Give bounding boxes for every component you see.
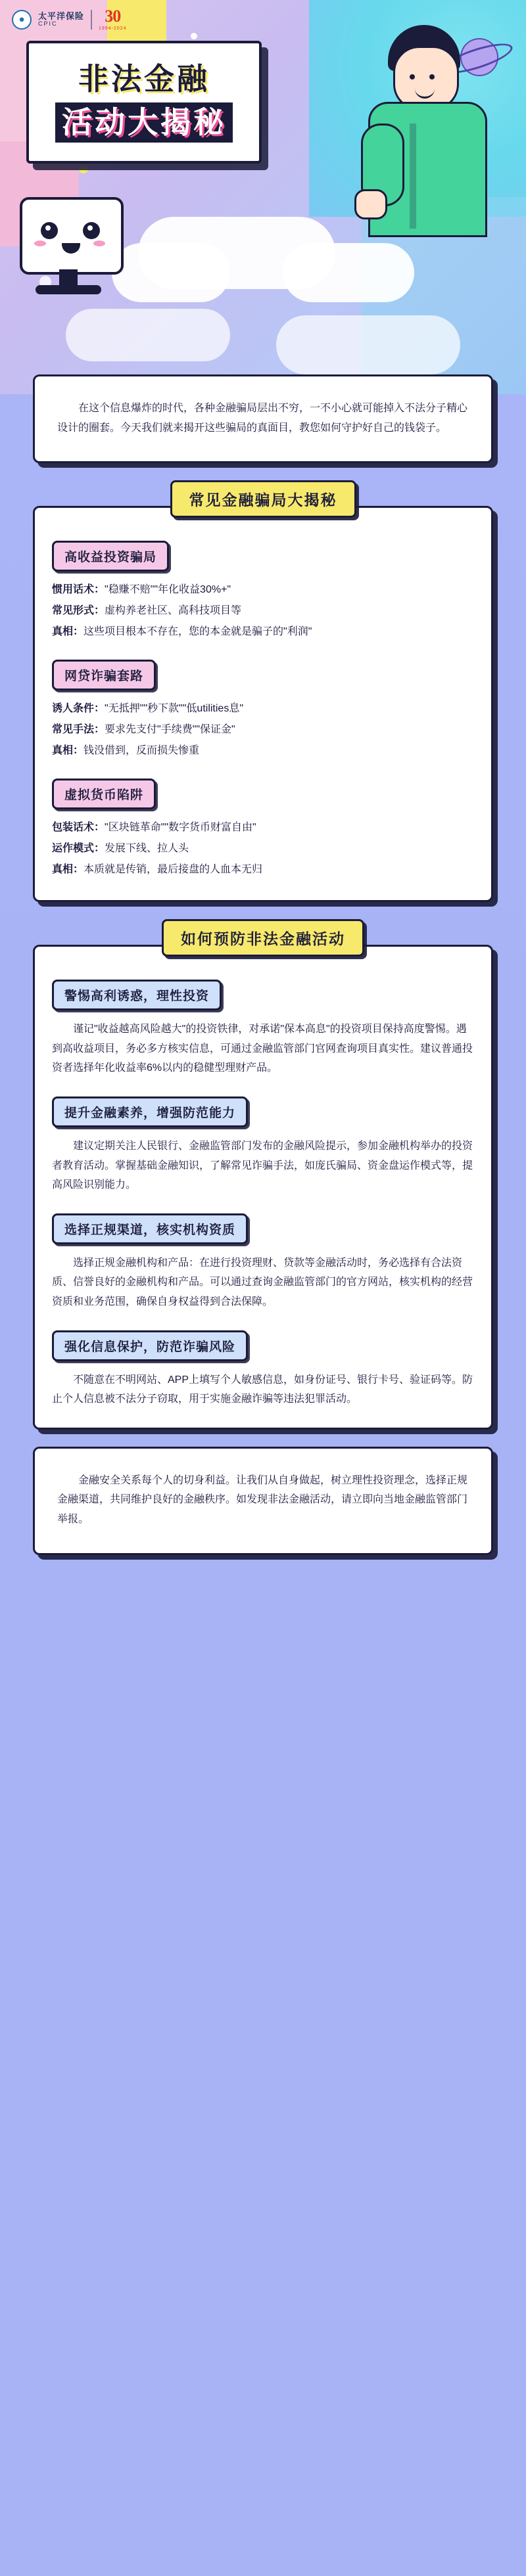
prevention-tag: 强化信息保护，防范诈骗风险 <box>52 1330 248 1361</box>
prevention-section <box>33 919 493 1430</box>
scam-line <box>52 602 474 620</box>
mouth-icon <box>62 243 80 254</box>
prevention-item <box>52 1326 474 1409</box>
hand-shape <box>354 189 387 219</box>
eye-icon <box>83 222 100 239</box>
scam-tag: 网贷诈骗套路 <box>52 660 156 690</box>
shirt-stripe <box>410 124 416 229</box>
scam-line-text: 本质就是传销，最后接盘的人血本无归 <box>84 864 263 876</box>
scam-tag: 高收益投资骗局 <box>52 541 169 572</box>
scam-line-label: 运作模式： <box>52 843 105 855</box>
prevention-paragraph: 建议定期关注人民银行、金融监管部门发布的金融风险提示，参加金融机构举办的投资者教育活动。掌握基础金融知识，了解常见诈骗手法，如庞氏骗局、资金盘运作模式等，提高风险识别能力。 <box>52 1140 473 1191</box>
scam-item <box>52 775 474 879</box>
scam-line-label: 真相： <box>52 864 84 876</box>
monitor-base <box>36 285 101 294</box>
intro-paragraph: 在这个信息爆炸的时代，各种金融骗局层出不穷，一不小心就可能掉入不法分子精心设计的圈套。今天我们就来揭开这些骗局的真面目，教您如何守护好自己的钱袋子。 <box>57 403 468 434</box>
scam-line-text: 虚构养老社区、高科技项目等 <box>105 605 242 617</box>
page-title <box>26 41 262 164</box>
brand-name-en: CPIC <box>38 20 58 27</box>
scam-line-text: 这些项目根本不存在，您的本金就是骗子的"利润" <box>84 626 312 638</box>
cloud-shape <box>283 243 414 302</box>
scam-line <box>52 819 474 837</box>
cheek-icon <box>93 240 105 246</box>
scam-tag: 虚拟货币陷阱 <box>52 779 156 809</box>
scam-line <box>52 581 474 599</box>
scam-line-text: 要求先支付"手续费""保证金" <box>105 724 235 736</box>
face-shape <box>393 46 459 110</box>
prevention-paragraph: 选择正规金融机构和产品：在进行投资理财、贷款等金融活动时，务必选择有合法资质、信誉良好的金融机构和产品。可以通过查询金融监管部门的官方网站，核实机构的经营资质和业务范围，确保自身权益得到合法保障。 <box>52 1257 473 1307</box>
prevention-tag: 选择正规渠道，核实机构资质 <box>52 1213 248 1244</box>
scam-line-label: 诱人条件： <box>52 703 105 715</box>
scam-line <box>52 861 474 879</box>
eye-icon <box>41 222 58 239</box>
decor-dot <box>79 164 88 173</box>
person-illustration <box>342 20 506 237</box>
shield-icon: ● <box>12 10 32 30</box>
scam-line-label: 真相： <box>52 626 84 638</box>
prevention-paragraph: 谨记"收益越高风险越大"的投资铁律，对承诺"保本高息"的投资项目保持高度警惕。遇到高收益项目，务必多方核实信息，可通过金融监管部门官网查询项目真实性。建议普通投资者选择年化收益率6%以内的稳健型理财产品。 <box>52 1024 473 1074</box>
scam-item <box>52 537 474 641</box>
scam-line-label: 包装话术： <box>52 822 105 834</box>
cheek-icon <box>34 240 46 246</box>
cloud-shape <box>276 315 460 374</box>
prevention-tag: 提升金融素养，增强防范能力 <box>52 1096 248 1127</box>
prevention-item <box>52 1093 474 1195</box>
body-shape <box>368 102 487 237</box>
scam-line <box>52 742 474 760</box>
intro-section <box>33 374 493 463</box>
scam-line-label: 常见形式： <box>52 605 105 617</box>
scam-line-label: 惯用话术： <box>52 584 105 596</box>
eye-icon <box>410 74 415 79</box>
prevention-panel <box>33 945 493 1430</box>
monitor-screen <box>20 197 124 275</box>
scam-line-label: 常见手法： <box>52 724 105 736</box>
brand-name-cn: 太平洋保险 <box>38 11 85 21</box>
anniversary-number: 30 <box>105 7 121 26</box>
scam-line <box>52 700 474 718</box>
scam-line <box>52 721 474 739</box>
scams-panel <box>33 506 493 902</box>
anniversary-years: 1994-2024 <box>99 26 127 31</box>
brand-logo-bar <box>12 8 127 31</box>
title-line-2: 活动大揭秘 <box>55 102 233 143</box>
scam-line <box>52 840 474 858</box>
scam-line-text: "无抵押""秒下款""低utilities息" <box>105 703 244 715</box>
intro-panel <box>33 374 493 463</box>
scams-section-heading: 常见金融骗局大揭秘 <box>170 480 356 518</box>
closing-panel <box>33 1447 493 1555</box>
scam-line-text: "稳赚不赔""年化收益30%+" <box>105 584 231 596</box>
mouth-icon <box>415 87 435 99</box>
prevention-paragraph: 不随意在不明网站、APP上填写个人敏感信息，如身份证号、银行卡号、验证码等。防止个人信息被不法分子窃取，用于实施金融诈骗等违法犯罪活动。 <box>52 1374 473 1405</box>
scam-line-text: 钱没借到，反而损失惨重 <box>84 745 200 757</box>
prevention-tag: 警惕高利诱惑，理性投资 <box>52 980 222 1010</box>
brand-name <box>38 12 84 27</box>
prevention-item <box>52 1209 474 1312</box>
scam-item <box>52 656 474 760</box>
scam-line-label: 真相： <box>52 745 84 757</box>
anniversary-badge <box>99 8 126 31</box>
eye-icon <box>429 74 435 79</box>
scam-line-text: "区块链革命""数字货币财富自由" <box>105 822 256 834</box>
title-line-1: 非法金融 <box>78 62 210 96</box>
prevention-section-heading: 如何预防非法金融活动 <box>162 919 364 957</box>
prevention-item <box>52 976 474 1078</box>
computer-mascot-icon <box>13 197 132 322</box>
hero-banner <box>0 0 526 394</box>
monitor-stand <box>59 269 78 286</box>
divider <box>91 10 92 30</box>
scams-section <box>33 480 493 902</box>
scam-line <box>52 623 474 641</box>
decor-dot <box>191 33 197 39</box>
closing-paragraph: 金融安全关系每个人的切身利益。让我们从自身做起，树立理性投资理念，选择正规金融渠道，共同维护良好的金融秩序。如发现非法金融活动，请立即向当地金融监管部门举报。 <box>57 1474 468 1525</box>
closing-section <box>33 1447 493 1555</box>
scam-line-text: 发展下线、拉人头 <box>105 843 189 855</box>
